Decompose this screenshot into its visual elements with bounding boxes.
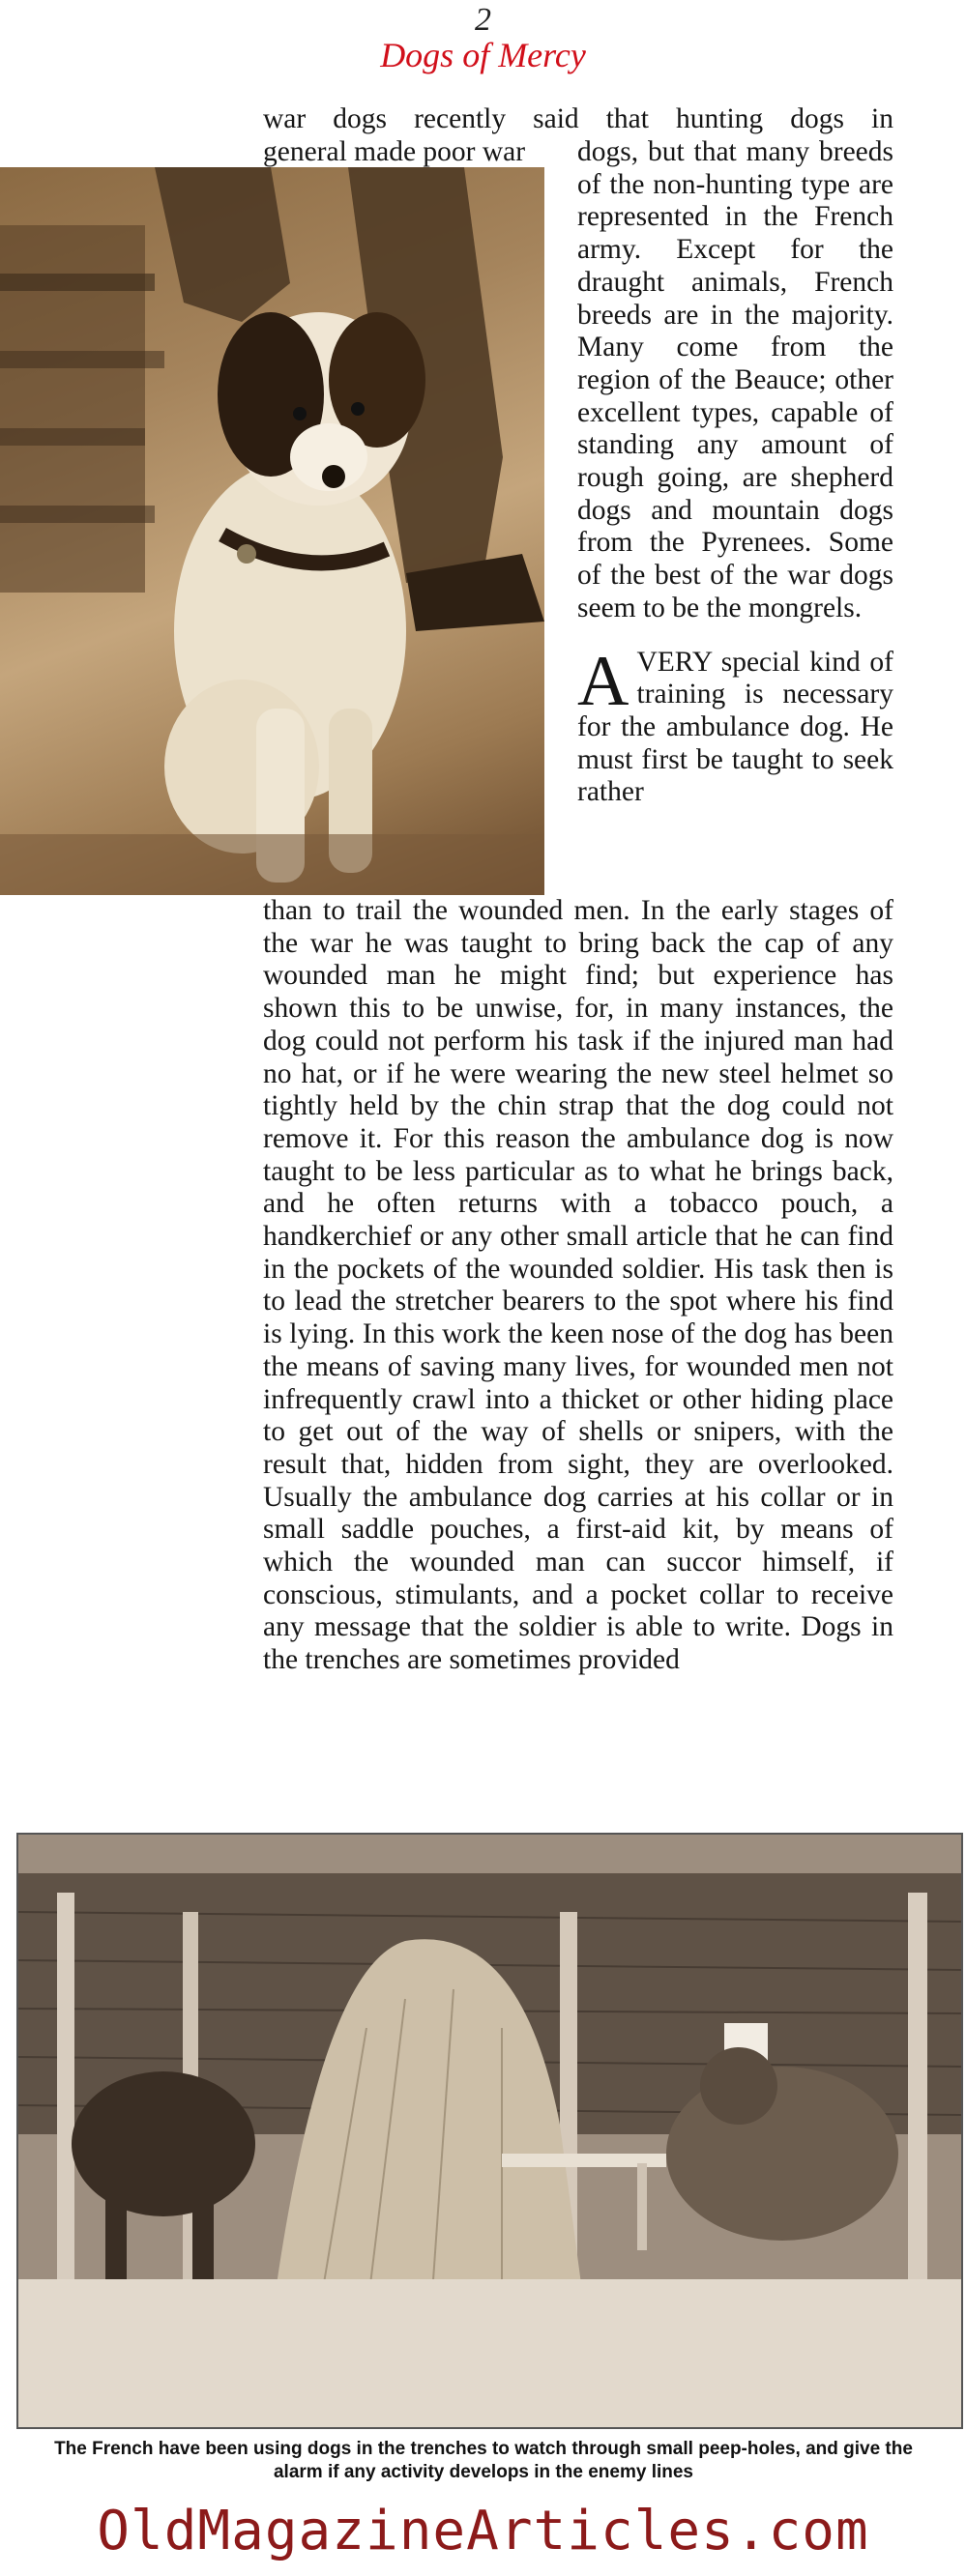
dog-photo-illustration — [0, 167, 544, 895]
article-paragraph-2-start — [577, 641, 893, 810]
dog-photo — [0, 167, 544, 895]
article-line-1: war dogs recently said that hunting dogs in — [263, 103, 893, 134]
trench-photo — [16, 1833, 963, 2429]
drop-cap: A — [577, 641, 629, 721]
article-line-2: general made poor war — [263, 136, 526, 167]
trench-photo-illustration — [18, 1835, 961, 2427]
article-paragraph-2-column: VERY special kind of training is necessary for the ambulance dog. He must first be taught to seek rather — [577, 646, 893, 808]
article-body — [263, 895, 893, 1677]
photo-caption: The French have been using dogs in the trenches to watch through small peep-holes, and give the alarm if any activity develops in the enemy lines — [54, 2439, 913, 2482]
site-brand-logo[interactable]: OldMagazineArticles.com — [97, 2500, 869, 2562]
article-paragraph-2-body: than to trail the wounded men. In the early stages of the war he was taught to bring back the cap of any wounded man he might find; but experience has shown this to be unwise, for, in many instances, the dog could not perform his task if the injured man had no hat, or if he were wearing the new steel helmet so tightly held by the chin strap that the dog could not remove it. For this reason the ambulance dog is now taught to be less particular as to what he brings back, and he often returns with a tobacco pouch, a handkerchief or any other small article that he can find in the pockets of the wounded soldier. His task then is to lead the stretcher bearers to the spot where his find is lying. In this work the keen nose of the dog has been the means of saving many lives, for wounded men not infrequently crawl into a thicket or other hiding place to get out of the way of shells or snipers, with the result that, hidden from sight, they are overlooked. Usually the ambulance dog carries at his collar or in small saddle pouches, a first-aid kit, by means of which the wounded man can succor himself, if conscious, stimulants, and a pocket collar to receive any message that the soldier is able to write. Dogs in the trenches are sometimes provided — [263, 895, 893, 1676]
article-column — [577, 136, 893, 809]
article-paragraph-1: dogs, but that many breeds of the non-hunting type are represented in the French army. Except for the draught animals, French breeds are in the majority. Many come from the region of the Beauce; other excellent types, capable of standing any amount of rough going, are shepherd dogs and mountain dogs from the Pyrenees. Some of the best of the war dogs seem to be the mongrels. — [577, 136, 893, 623]
page-number: 2 — [475, 2, 491, 38]
page-title: Dogs of Mercy — [380, 36, 586, 74]
